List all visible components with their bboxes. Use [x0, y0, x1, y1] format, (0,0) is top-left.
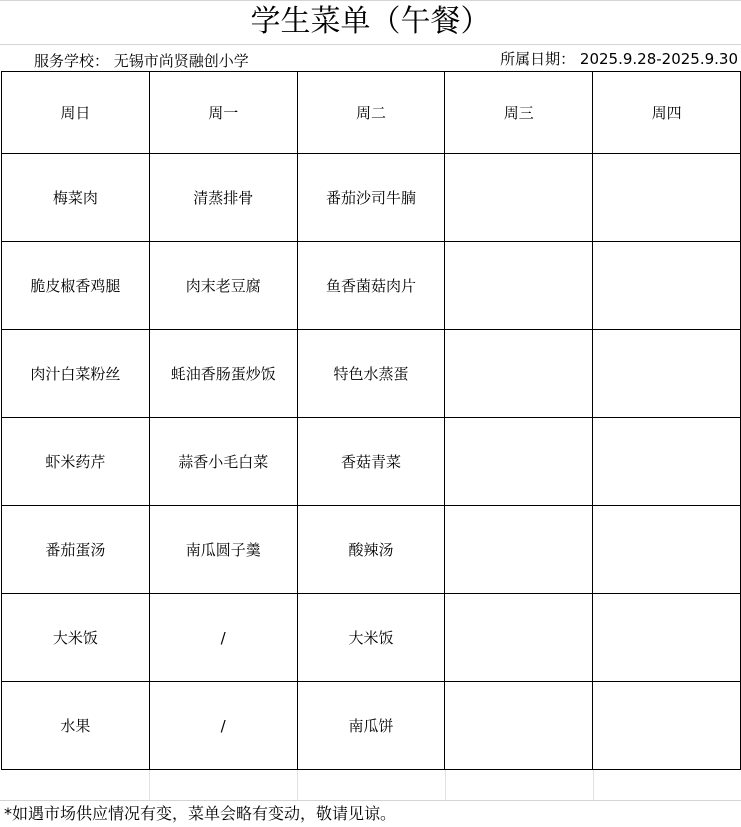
menu-cell — [445, 418, 593, 506]
footnote: *如遇市场供应情况有变，菜单会略有变动，敬请见谅。 — [4, 804, 397, 823]
table-header-row — [2, 72, 741, 154]
date-label: 所属日期： — [500, 50, 576, 68]
menu-cell: 香菇青菜 — [297, 418, 445, 506]
menu-cell — [593, 154, 741, 242]
school-name: 无锡市尚贤融创小学 — [113, 52, 249, 70]
table-row — [2, 594, 741, 682]
table-row — [2, 154, 741, 242]
date-info — [500, 48, 738, 69]
info-row — [0, 44, 741, 71]
menu-cell: 梅菜肉 — [2, 154, 150, 242]
menu-cell: 肉末老豆腐 — [149, 242, 297, 330]
menu-cell: 脆皮椒香鸡腿 — [2, 242, 150, 330]
day-header-wed: 周三 — [445, 72, 593, 154]
menu-cell — [445, 594, 593, 682]
day-header-sun: 周日 — [2, 72, 150, 154]
menu-cell: 水果 — [2, 682, 150, 770]
page-title: 学生菜单（午餐） — [250, 4, 491, 39]
menu-cell: / — [149, 682, 297, 770]
menu-cell: 清蒸排骨 — [149, 154, 297, 242]
menu-cell — [593, 682, 741, 770]
day-header-tue: 周二 — [297, 72, 445, 154]
menu-cell: 肉汁白菜粉丝 — [2, 330, 150, 418]
sheet-gridline — [593, 770, 594, 800]
menu-cell — [593, 418, 741, 506]
menu-cell: 特色水蒸蛋 — [297, 330, 445, 418]
menu-cell — [445, 154, 593, 242]
menu-cell — [445, 506, 593, 594]
menu-cell — [593, 506, 741, 594]
menu-cell — [593, 594, 741, 682]
sheet-gridline — [445, 770, 446, 800]
menu-cell: 大米饭 — [2, 594, 150, 682]
table-row — [2, 506, 741, 594]
sheet-gridline — [297, 770, 298, 800]
menu-cell: 番茄蛋汤 — [2, 506, 150, 594]
menu-table — [1, 71, 741, 770]
menu-cell: 鱼香菌菇肉片 — [297, 242, 445, 330]
menu-cell: 蒜香小毛白菜 — [149, 418, 297, 506]
table-row — [2, 418, 741, 506]
table-row — [2, 330, 741, 418]
menu-cell: 番茄沙司牛腩 — [297, 154, 445, 242]
day-header-thu: 周四 — [593, 72, 741, 154]
menu-cell: 虾米药芹 — [2, 418, 150, 506]
menu-cell: 大米饭 — [297, 594, 445, 682]
sheet-gridline — [149, 770, 150, 800]
menu-cell — [593, 242, 741, 330]
day-header-mon: 周一 — [149, 72, 297, 154]
menu-cell: / — [149, 594, 297, 682]
school-label: 服务学校： — [34, 52, 110, 70]
table-row — [2, 682, 741, 770]
table-row — [2, 242, 741, 330]
date-range: 2025.9.28-2025.9.30 — [579, 50, 738, 68]
menu-cell — [445, 330, 593, 418]
menu-cell: 蚝油香肠蛋炒饭 — [149, 330, 297, 418]
menu-cell — [593, 330, 741, 418]
school-info — [34, 50, 249, 71]
menu-cell — [445, 242, 593, 330]
menu-cell: 南瓜饼 — [297, 682, 445, 770]
menu-cell: 南瓜圆子羹 — [149, 506, 297, 594]
menu-cell — [445, 682, 593, 770]
menu-cell: 酸辣汤 — [297, 506, 445, 594]
